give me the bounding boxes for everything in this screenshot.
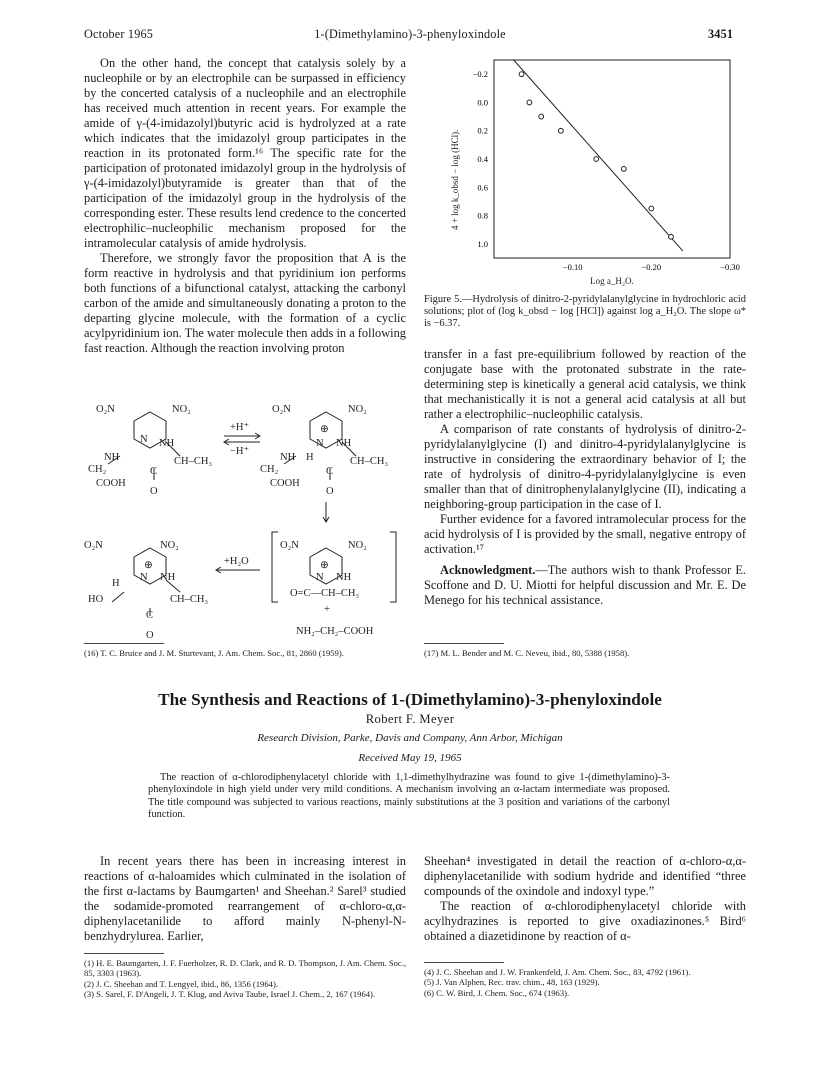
- scheme-label-ho: HO: [88, 594, 104, 605]
- footnotes-right: [424, 967, 746, 998]
- y-tick-label: 0.4: [477, 154, 488, 164]
- scheme-label-ch-ch3: CH–CH₃: [174, 456, 213, 467]
- scheme-label-plus-h2o: +H₂O: [224, 556, 249, 567]
- y-tick-label: 0.6: [477, 182, 488, 193]
- scheme-label-nh: NH: [159, 438, 175, 449]
- footnote: (2) J. C. Sheehan and T. Lengyel, ibid., 86, 1356 (1964).: [84, 978, 278, 989]
- scheme-label-charge: ⊕: [320, 560, 329, 571]
- reaction-scheme: [84, 398, 412, 643]
- paragraph: transfer in a fast pre-equilibrium followed by reaction of the conjugate base with the protonated substrate in the rate-determining step is kinetically a general acid catalysis, we think that mechanistically it is not a general acid catalysis at all but rather a electrophilic–nucleophilic catalysis.: [424, 347, 746, 421]
- footnotes-left: [84, 958, 406, 1000]
- acknowledgment-text: —The authors wish to thank Professor E. Scoffone and D. U. Miotti for helpful discussion and Mr. E. De Menego for his technical assistance.: [424, 563, 746, 607]
- article-author: Robert F. Meyer: [365, 712, 455, 726]
- footnote: (1) H. E. Baumgarten, J. F. Fuerholzer, R. D. Clark, and R. D. Thompson, J. Am. Chem. Soc., 85, 3303 (1963).: [84, 958, 407, 979]
- data-point: [594, 157, 599, 162]
- scheme-label-charge: ⊕: [320, 424, 329, 435]
- scheme-label-ch-ch3: CH–CH₃: [170, 594, 209, 605]
- article-affiliation: Research Division, Parke, Davis and Company, Ann Arbor, Michigan: [257, 732, 563, 744]
- scheme-label-nh-left: NH: [280, 452, 296, 463]
- scheme-label-n: N: [140, 572, 148, 583]
- x-tick-label: −0.10: [562, 262, 583, 272]
- figure-5-chart: [424, 54, 742, 290]
- x-axis-label: Log a_H₂O.: [590, 276, 634, 286]
- article-left-column: [84, 854, 406, 944]
- paragraph: The reaction of α-chlorodiphenylacetyl chloride with acylhydrazines is reported to give oxadiazinones.⁵ Bird⁶ obtained a diazetidinone by reaction of α-: [424, 899, 746, 943]
- article-title: The Synthesis and Reactions of 1-(Dimethylamino)-3-phenyloxindole: [158, 690, 662, 709]
- scheme-label-o: O: [146, 630, 154, 641]
- footnote-rule: [84, 643, 164, 644]
- fit-line: [514, 60, 683, 251]
- plot-frame: [494, 60, 730, 258]
- y-tick-label: −0.2: [472, 69, 488, 80]
- left-column-text: [84, 56, 406, 356]
- data-point: [539, 114, 544, 119]
- scheme-label-charge: ⊕: [144, 560, 153, 571]
- figure-5-caption: Figure 5.—Hydrolysis of dinitro-2-pyridylalanylglycine in hydrochloric acid solutions; plot of (log k_obsd − log [HCl]) against log a_H₂O. The slope ω* is −6.37.: [424, 294, 746, 330]
- x-tick-label: −0.30: [720, 262, 740, 272]
- y-tick-label: 0.8: [477, 210, 488, 221]
- x-tick-label: −0.20: [641, 262, 662, 272]
- scheme-label-no2: NO₂: [348, 540, 367, 551]
- scheme-label-ch2: CH₂: [260, 464, 279, 475]
- article-right-column: [424, 854, 746, 944]
- data-point: [519, 72, 524, 77]
- y-tick-label: 0.0: [477, 97, 488, 108]
- y-tick-label: 1.0: [477, 238, 488, 249]
- scheme-label-no2: NO₂: [348, 404, 367, 415]
- running-header-date: October 1965: [84, 27, 154, 41]
- paragraph: In recent years there has been in increasing interest in reactions of α-haloamides which culminated in the isolation of the first α-lactams by Baumgarten¹ and Sheehan.² Sarel³ studied the sodamide-promoted rearrangement of α-chloro-α,α-diphenylacetanilide to afford mainly N-phenyl-N-benzhydrylurea. Earlier,: [84, 854, 406, 943]
- acknowledgment-heading: Acknowledgment.: [440, 563, 536, 577]
- scheme-label-no2: NO₂: [172, 404, 191, 415]
- scheme-label-cooh: COOH: [96, 478, 126, 489]
- scheme-label-h: H: [112, 578, 120, 589]
- scheme-label-ch-ch3: CH–CH₃: [350, 456, 389, 467]
- footnote-16: (16) T. C. Bruice and J. M. Sturtevant, J. Am. Chem. Soc., 81, 2860 (1959).: [84, 648, 344, 658]
- paragraph: Therefore, we strongly favor the proposition that A is the form reactive in hydrolysis and that pyridinium ion performs both functions of a bifunctional catalyst, attacking the carbonyl carbon of the amide and simultaneously donating a proton to the departing glycine molecule, with the formation of a cyclic acylpyridinium ion. The water molecule then adds in a following fast reaction. Although the reaction involving proton: [84, 251, 406, 355]
- scheme-label-nh: NH: [336, 438, 352, 449]
- article-received: Received May 19, 1965: [358, 752, 462, 764]
- footnote-rule: [424, 962, 504, 963]
- scheme-label-o-eq-c: O=C—CH–CH₃: [290, 588, 360, 599]
- scheme-label-o2n: O₂N: [84, 540, 103, 551]
- paragraph: Sheehan⁴ investigated in detail the reaction of α-chloro-α,α-diphenylacetanilide with sodium hydride and identified “three compounds of the oxindole and indoxyl type.”: [424, 854, 746, 898]
- scheme-label-o: O: [326, 486, 334, 497]
- paragraph: On the other hand, the concept that catalysis solely by a nucleophile or by an electrophile can be surpassed in efficiency by the concerted catalysis of a nucleophile and an electrophile has received much attention in recent years. For example the amide of γ-(4-imidazolyl)butyric acid is hydrolyzed at a rate which indicates that the imidazolyl group participates in the reaction in its protonated form.¹⁶ The specific rate for the participation of protonated imidazolyl group in the hydrolysis of γ-(4-imidazolyl)butyramide is greater than that of the participation of the imidazolyl group in the hydrolysis of the corresponding ester. These results lend credence to the concerted electrophilic–nucleophilic mechanism proposed for the intramolecular catalysis of amide hydrolysis.: [84, 56, 406, 250]
- scheme-label-ch2: CH₂: [88, 464, 107, 475]
- scheme-label-plus-h: +H⁺: [230, 422, 250, 433]
- scheme-label-plus: +: [324, 604, 330, 615]
- footnote: (5) J. Van Alphen, Rec. trav. chim., 48, 163 (1929).: [424, 977, 600, 988]
- footnote-17: (17) M. L. Bender and M. C. Neveu, ibid., 80, 5388 (1958).: [424, 648, 630, 658]
- data-point: [527, 100, 532, 105]
- footnote: (6) C. W. Bird, J. Chem. Soc., 674 (1963).: [424, 987, 570, 998]
- data-point: [649, 206, 654, 211]
- scheme-label-o2n: O₂N: [280, 540, 299, 551]
- footnote: (3) S. Sarel, F. D'Angeli, J. T. Klug, and Aviva Taube, Israel J. Chem., 2, 167 (1964).: [84, 989, 376, 1000]
- scheme-label-nh: NH: [160, 572, 176, 583]
- scheme-label-h: H: [306, 452, 314, 463]
- scheme-label-cooh: COOH: [270, 478, 300, 489]
- scheme-label-nh: NH: [336, 572, 352, 583]
- scheme-label-o2n: O₂N: [272, 404, 291, 415]
- footnote-rule: [84, 953, 164, 954]
- scheme-label-n: N: [140, 434, 148, 445]
- data-point: [621, 167, 626, 172]
- paragraph: A comparison of rate constants of hydrolysis of dinitro-2-pyridylalanylglycine (I) and dinitro-4-pyridylalanylglycine is instructive in considering the extraordinary behavior of I; the rate of hydrolysis of dinitro-4-pyridylalanylglycine is even smaller than that of dinitrophenylalanylglycine (II), indicating a neighboring-group participation in the case of I.: [424, 422, 746, 511]
- scheme-label-o2n: O₂N: [96, 404, 115, 415]
- scheme-label-n: N: [316, 438, 324, 449]
- scheme-label-glycine: NH₂–CH₂–COOH: [296, 626, 374, 637]
- data-point: [669, 234, 674, 239]
- paragraph: Further evidence for a favored intramolecular process for the acid hydrolysis of I is provided by the small, negative entropy of activation.¹⁷: [424, 512, 746, 556]
- scheme-label-c: C: [326, 466, 334, 477]
- y-tick-label: 0.2: [477, 125, 488, 136]
- scheme-label-no2: NO₂: [160, 540, 179, 551]
- scheme-label-c: C: [146, 610, 154, 621]
- scheme-label-nh-left: NH: [104, 452, 120, 463]
- scheme-label-c: C: [150, 466, 158, 477]
- scheme-label-n: N: [316, 572, 324, 583]
- article-abstract: The reaction of α-chlorodiphenylacetyl chloride with 1,1-dimethylhydrazine was found to give 1-(dimethylamino)-3-phenyloxindole in high yield under very mild conditions. A mechanism involving an α-lactam intermediate was proposed. The title compound was subjected to various reactions, mainly substitutions at the 3 position and variations of the carbonyl function.: [148, 772, 670, 821]
- data-point: [558, 128, 563, 133]
- footnote: (4) J. C. Sheehan and J. W. Frankenfeld, J. Am. Chem. Soc., 83, 4792 (1961).: [424, 967, 691, 977]
- y-axis-label: 4 + log k_obsd − log (HCl).: [450, 129, 460, 230]
- right-column-text: [424, 347, 746, 608]
- scheme-label-o: O: [150, 486, 158, 497]
- footnote-rule: [424, 643, 504, 644]
- scheme-label-minus-h: −H⁺: [230, 446, 250, 457]
- page-number: 3451: [708, 27, 734, 41]
- running-header-title: 1-(Dimethylamino)-3-phenyloxindole: [314, 27, 506, 41]
